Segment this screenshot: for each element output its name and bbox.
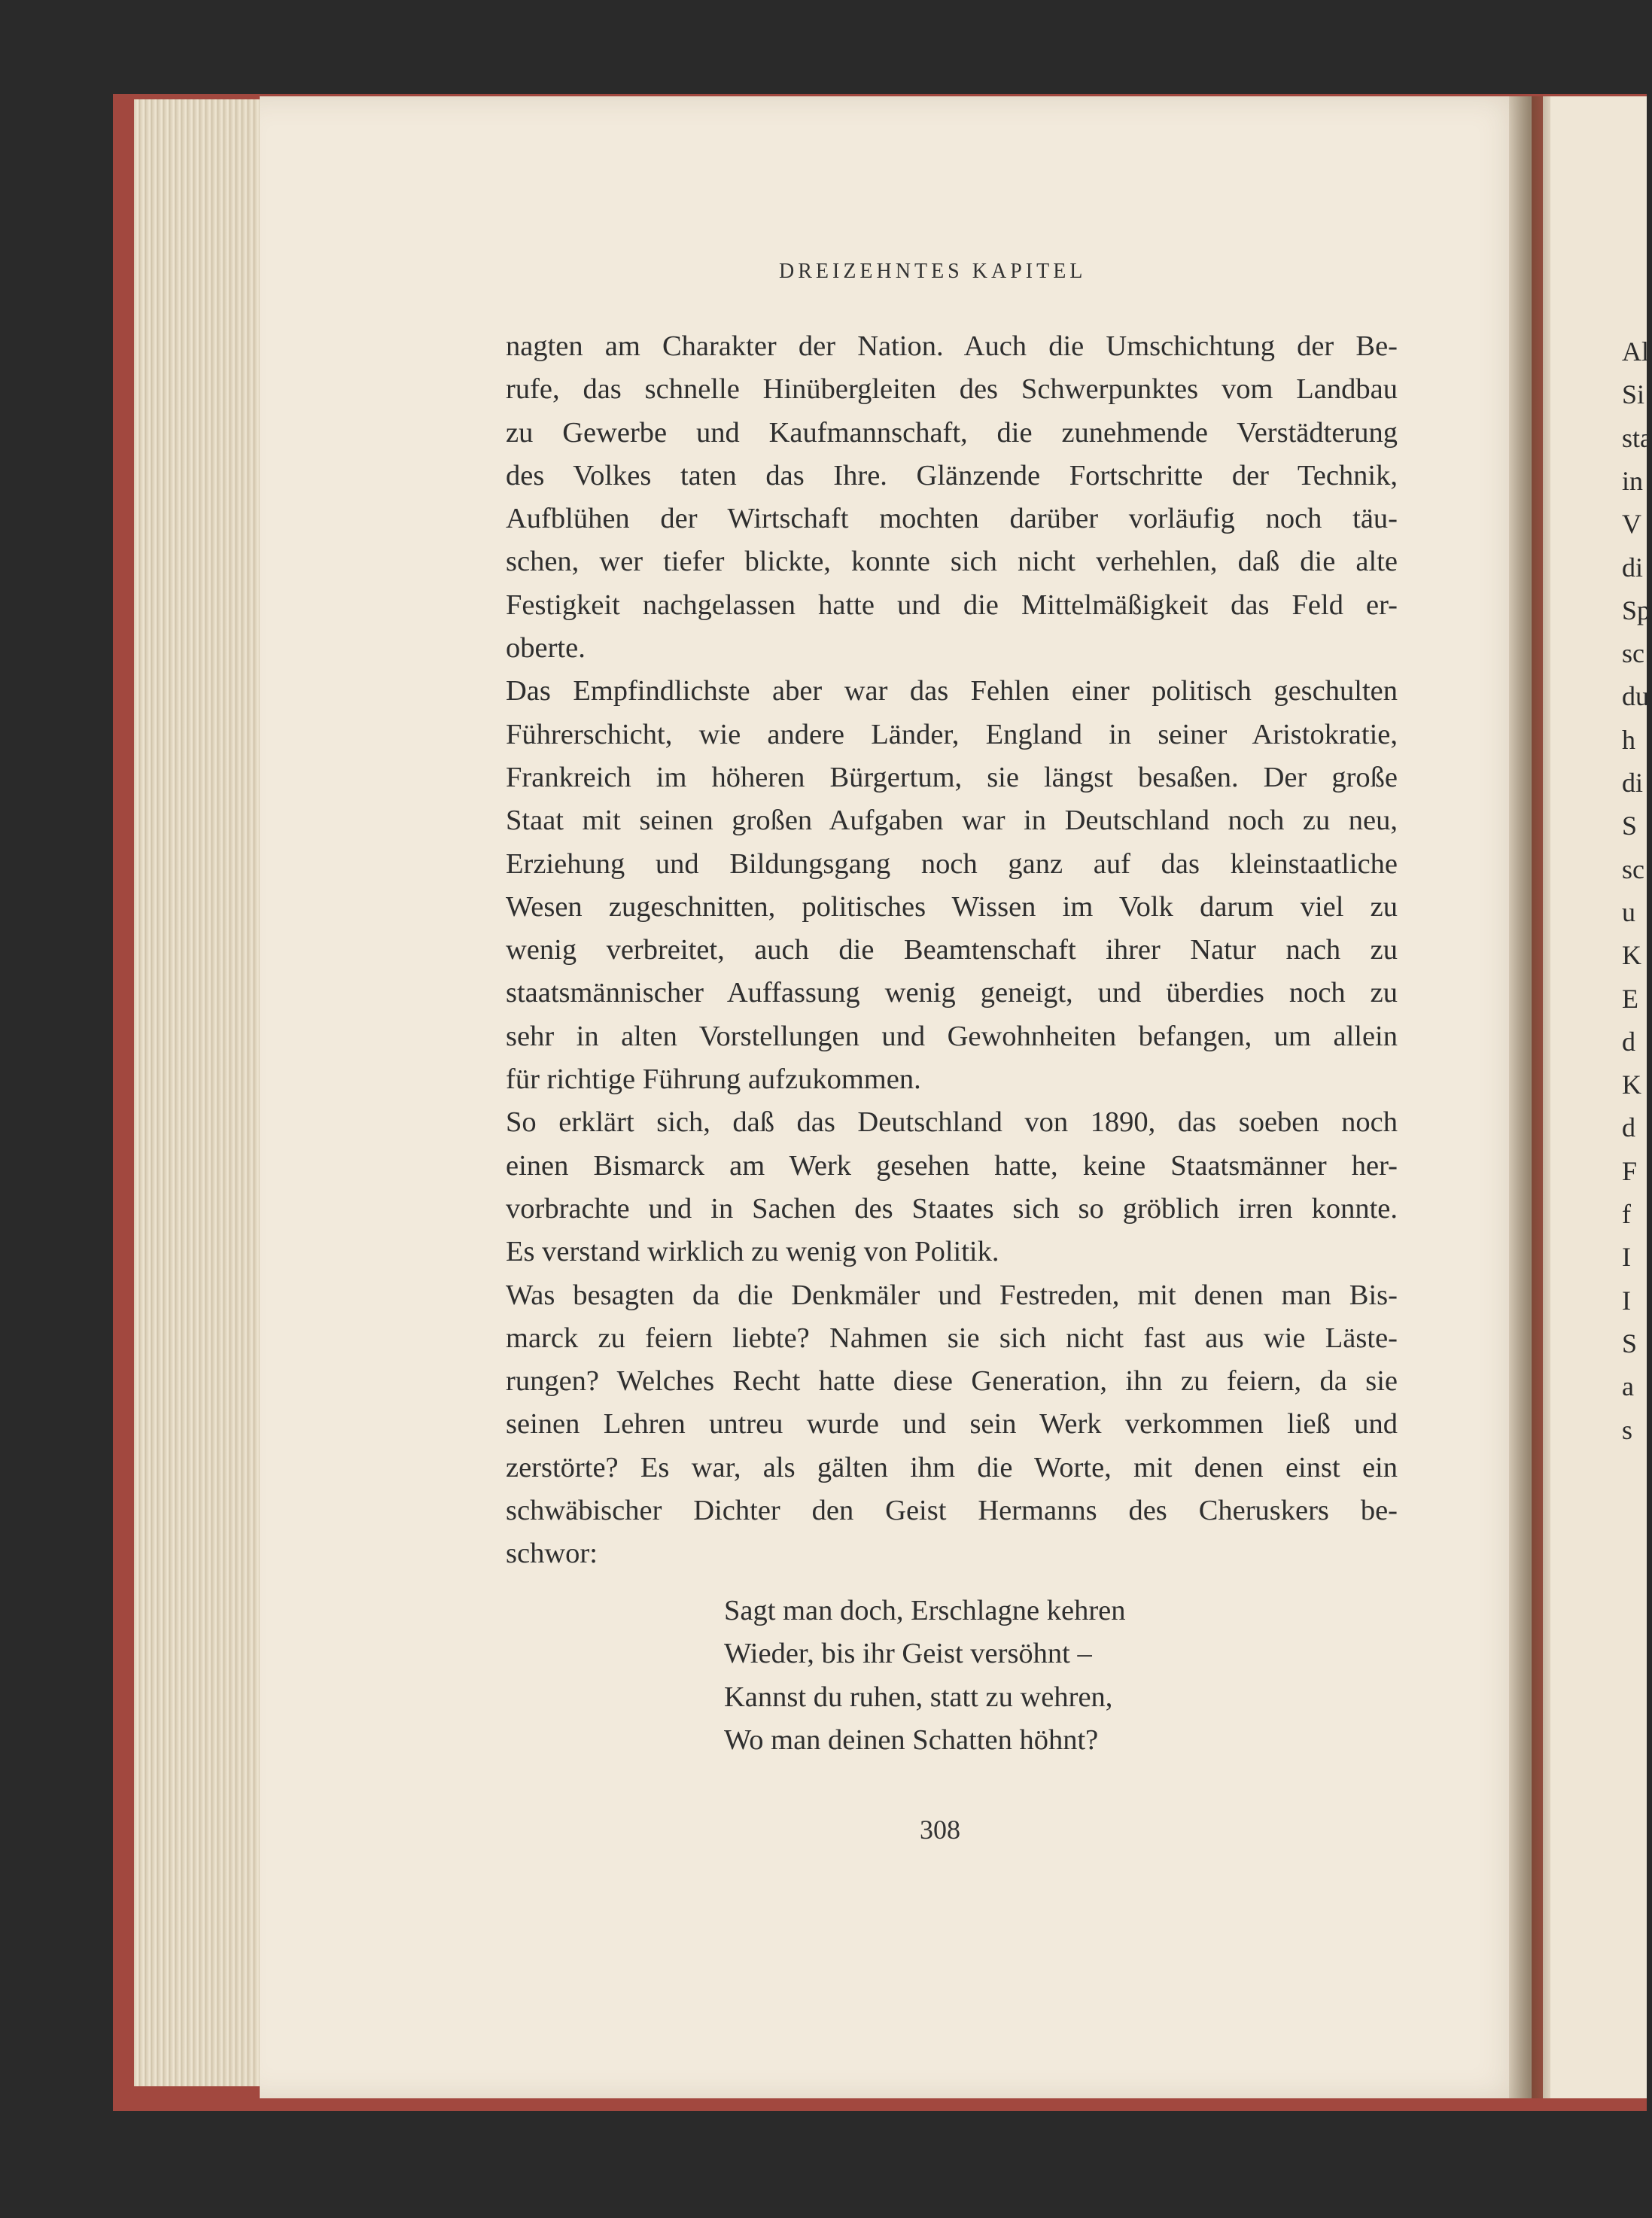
facing-page-fragment: I: [1622, 1285, 1631, 1316]
text-line: marck zu feiern liebte? Nahmen sie sich nicht fast aus wie Läste-: [506, 1322, 1398, 1354]
text-line: Aufblühen der Wirtschaft mochten darüber vorläufig noch täu-: [506, 503, 1398, 535]
text-line: sehr in alten Vorstellungen und Gewohnheiten befangen, um allein: [506, 1020, 1398, 1052]
facing-page-fragment: sc: [1622, 638, 1644, 669]
text-line: nagten am Charakter der Nation. Auch die Umschichtung der Be-: [506, 330, 1398, 362]
facing-page-fragment: du: [1622, 681, 1649, 712]
body-text: [506, 325, 1398, 1576]
text-line: schen, wer tiefer blickte, konnte sich nicht verhehlen, daß die alte: [506, 546, 1398, 578]
facing-page-fragment: di: [1622, 552, 1644, 583]
verse-line: Wo man deinen Schatten höhnt?: [724, 1724, 1099, 1756]
facing-page-fragment: S: [1622, 811, 1638, 841]
facing-page-fragment: a: [1622, 1371, 1634, 1402]
facing-page-fragment: d: [1622, 1112, 1635, 1143]
text-line: schwäbischer Dichter den Geist Hermanns des Cheruskers be-: [506, 1495, 1398, 1527]
text-line: rungen? Welches Recht hatte diese Generation, ihn zu feiern, da sie: [506, 1365, 1398, 1398]
facing-page-fragment: F: [1622, 1155, 1638, 1186]
facing-page-fragment: Sp: [1622, 595, 1651, 625]
facing-page-fragment: Al: [1622, 336, 1649, 367]
facing-page-fragment: f: [1622, 1199, 1631, 1229]
facing-page-fragment: s: [1622, 1414, 1633, 1445]
running-header: DREIZEHNTES KAPITEL: [779, 260, 1087, 283]
facing-page-fragment: Si: [1622, 379, 1645, 410]
text-line: Das Empfindlichste aber war das Fehlen einer politisch geschulten: [506, 675, 1398, 707]
text-line: für richtige Führung aufzukommen.: [506, 1063, 921, 1096]
text-line: staatsmännischer Auffassung wenig geneigt, und überdies noch zu: [506, 977, 1398, 1009]
verse-line: Wieder, bis ihr Geist versöhnt –: [724, 1638, 1092, 1670]
facing-page-fragment: V: [1622, 509, 1641, 540]
facing-page-fragment: sc: [1622, 853, 1644, 884]
verse-line: Kannst du ruhen, statt zu wehren,: [724, 1681, 1113, 1713]
text-line: So erklärt sich, daß das Deutschland von 1890, das soeben noch: [506, 1106, 1398, 1139]
facing-page-fragment: d: [1622, 1026, 1635, 1057]
text-line: Es verstand wirklich zu wenig von Politik.: [506, 1236, 999, 1268]
text-line: zu Gewerbe und Kaufmannschaft, die zunehmende Verstädterung: [506, 416, 1398, 449]
facing-page-fragment: E: [1622, 983, 1638, 1014]
verse-quotation: [724, 1590, 1125, 1762]
text-line: Was besagten da die Denkmäler und Festreden, mit denen man Bis-: [506, 1279, 1398, 1311]
facing-page-fragment: K: [1622, 940, 1641, 971]
text-line: wenig verbreitet, auch die Beamtenschaft ihrer Natur nach zu: [506, 934, 1398, 966]
text-line: seinen Lehren untreu wurde und sein Werk verkommen ließ und: [506, 1408, 1398, 1441]
book-gutter: [1509, 96, 1550, 2098]
facing-page-fragment: u: [1622, 896, 1635, 927]
text-line: Führerschicht, wie andere Länder, England in seiner Aristokratie,: [506, 718, 1398, 750]
facing-page-fragment: S: [1622, 1328, 1638, 1358]
text-line: Wesen zugeschnitten, politisches Wissen im Volk darum viel zu: [506, 890, 1398, 923]
facing-page-fragment: h: [1622, 724, 1635, 755]
text-line: Staat mit seinen großen Aufgaben war in Deutschland noch zu neu,: [506, 805, 1398, 837]
text-line: des Volkes taten das Ihre. Glänzende Fortschritte der Technik,: [506, 459, 1398, 491]
page-number: 308: [920, 1815, 960, 1845]
facing-page-fragment: in: [1622, 465, 1644, 496]
text-line: einen Bismarck am Werk gesehen hatte, keine Staatsmänner her-: [506, 1149, 1398, 1182]
text-line: oberte.: [506, 632, 586, 665]
text-line: Erziehung und Bildungsgang noch ganz auf das kleinstaatliche: [506, 847, 1398, 880]
page-edges: [134, 99, 262, 2086]
facing-page-fragment: K: [1622, 1069, 1641, 1100]
verse-line: Sagt man doch, Erschlagne kehren: [724, 1595, 1126, 1626]
text-line: Frankreich im höheren Bürgertum, sie längst besaßen. Der große: [506, 761, 1398, 793]
text-line: schwor:: [506, 1538, 598, 1570]
text-line: Festigkeit nachgelassen hatte und die Mittelmäßigkeit das Feld er-: [506, 589, 1398, 621]
facing-page-fragment: sta: [1622, 422, 1652, 453]
facing-page-fragment: di: [1622, 768, 1644, 798]
text-line: rufe, das schnelle Hinübergleiten des Schwerpunktes vom Landbau: [506, 373, 1398, 406]
facing-page-fragment: I: [1622, 1242, 1631, 1273]
text-line: zerstörte? Es war, als gälten ihm die Worte, mit denen einst ein: [506, 1451, 1398, 1483]
facing-page: [1543, 96, 1652, 2098]
text-line: vorbrachte und in Sachen des Staates sich so gröblich irren konnte.: [506, 1192, 1398, 1225]
